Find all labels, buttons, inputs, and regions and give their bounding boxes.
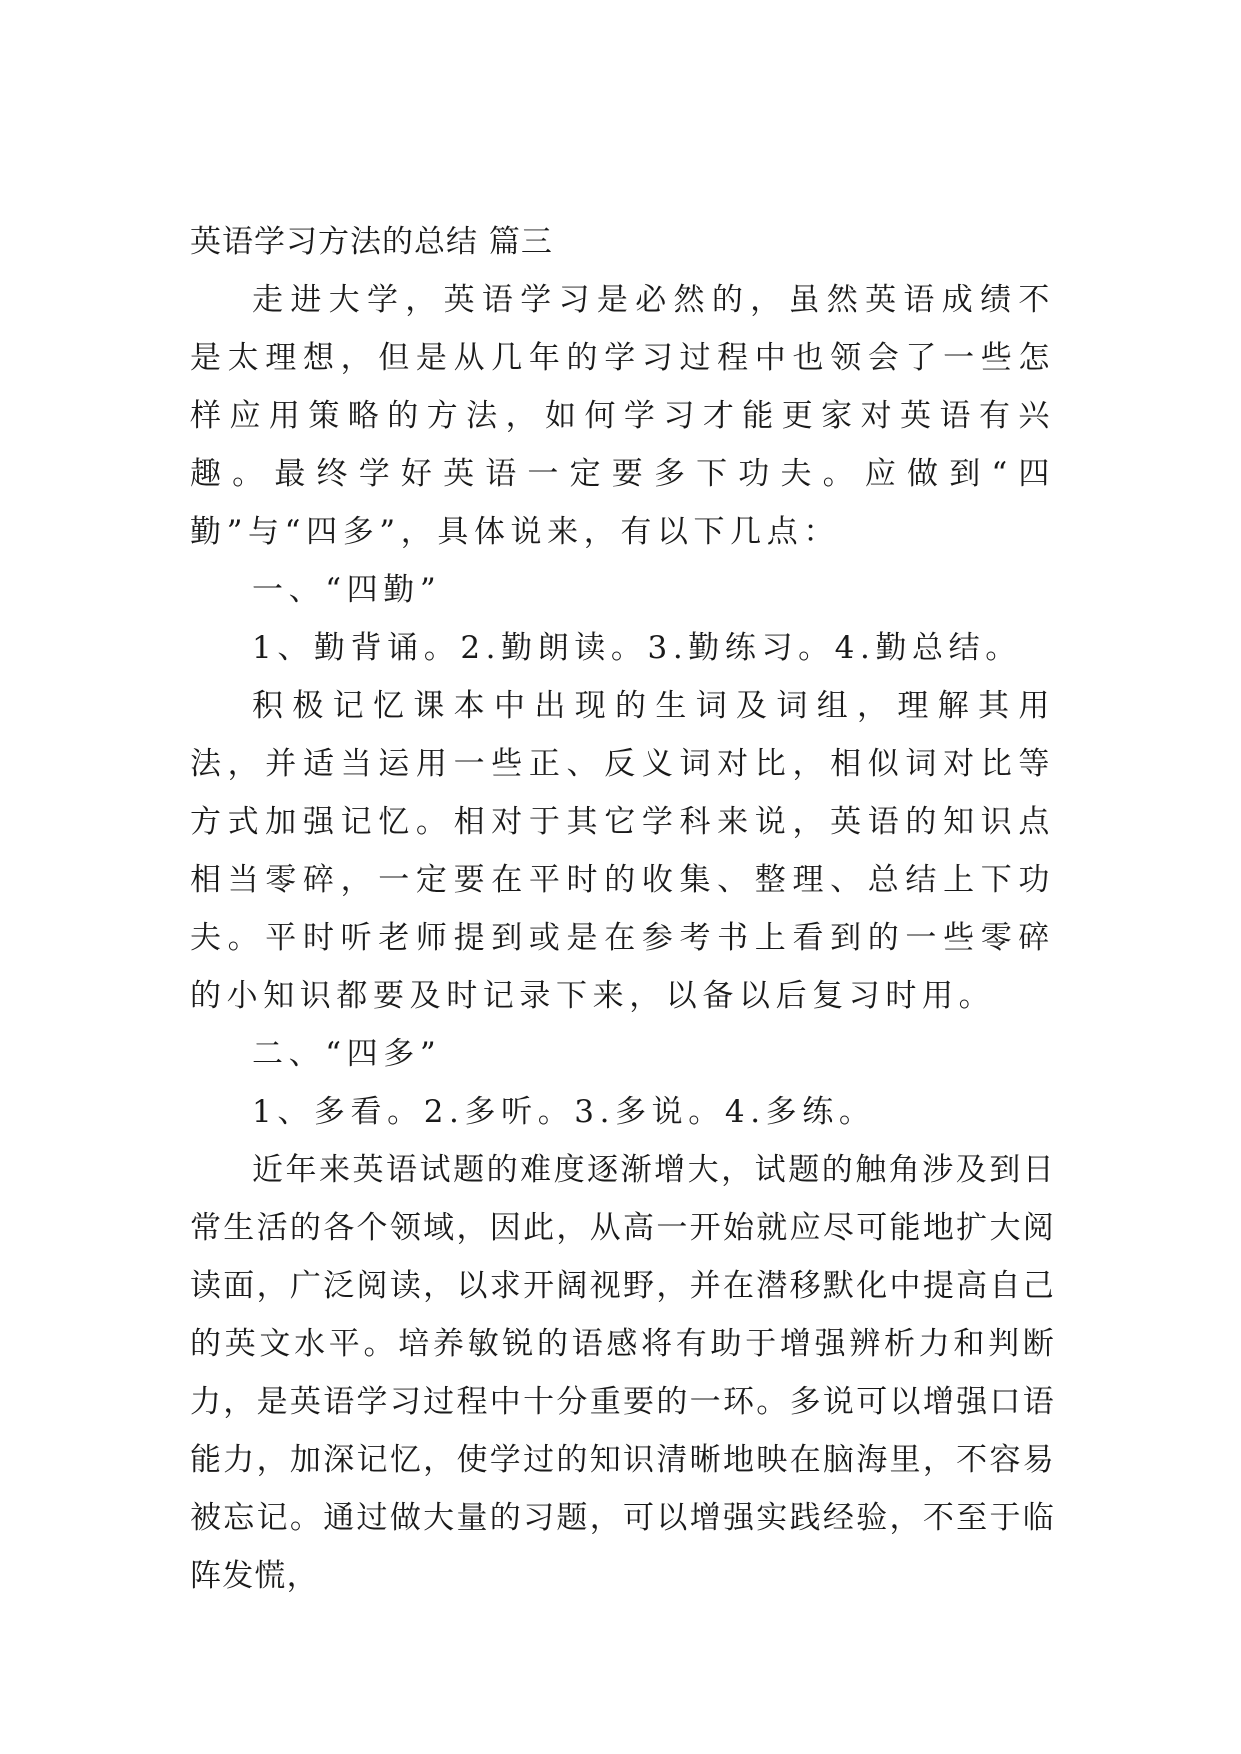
section-heading-four-diligences: 一、“四勤”	[252, 572, 442, 608]
list-four-mores: 1、多看。2.多听。3.多说。4.多练。	[252, 1094, 876, 1130]
document-body	[190, 213, 1055, 1605]
paragraph-intro: 走进大学，英语学习是必然的，虽然英语成绩不是太理想，但是从几年的学习过程中也领会了一些怎样应用策略的方法，如何学习才能更家对英语有兴趣。最终学好英语一定要多下功夫。应做到“四勤”与“四多”，具体说来，有以下几点：	[190, 282, 1055, 550]
paragraph-reading: 近年来英语试题的难度逐渐增大，试题的触角涉及到日常生活的各个领域，因此，从高一开始就应尽可能地扩大阅读面，广泛阅读，以求开阔视野，并在潜移默化中提高自己的英文水平。培养敏锐的语感将有助于增强辨析力和判断力，是英语学习过程中十分重要的一环。多说可以增强口语能力，加深记忆，使学过的知识清晰地映在脑海里，不容易被忘记。通过做大量的习题，可以增强实践经验，不至于临阵发慌，	[190, 1152, 1055, 1594]
document-title: 英语学习方法的总结 篇三	[190, 224, 553, 260]
list-four-diligences: 1、勤背诵。2.勤朗读。3.勤练习。4.勤总结。	[252, 630, 1022, 666]
section-heading-four-mores: 二、“四多”	[252, 1036, 442, 1072]
paragraph-memorization: 积极记忆课本中出现的生词及词组，理解其用法，并适当运用一些正、反义词对比，相似词对比等方式加强记忆。相对于其它学科来说，英语的知识点相当零碎，一定要在平时的收集、整理、总结上下功夫。平时听老师提到或是在参考书上看到的一些零碎的小知识都要及时记录下来，以备以后复习时用。	[190, 688, 1055, 1014]
